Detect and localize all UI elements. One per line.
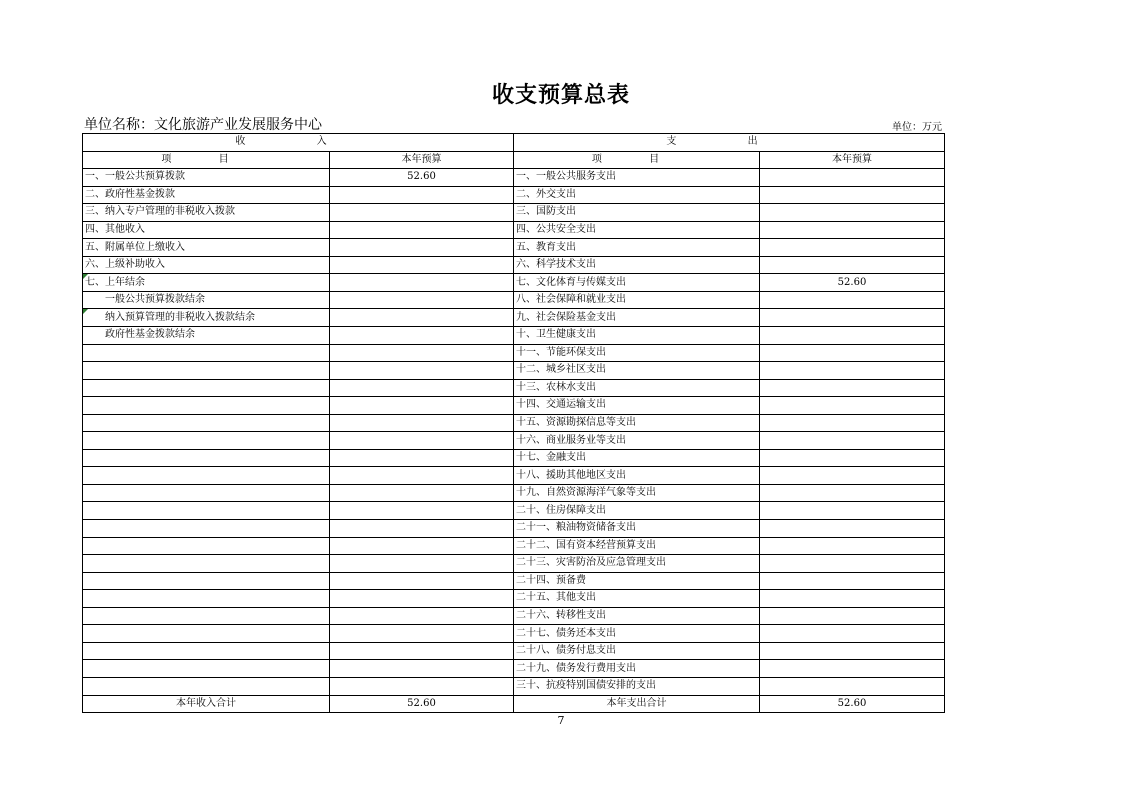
income-item-cell: 三、纳入专户管理的非税收入拨款 — [83, 204, 330, 222]
expense-item-cell: 五、教育支出 — [514, 239, 760, 257]
expense-item-cell: 二十四、预备费 — [514, 572, 760, 590]
expense-item-cell: 三、国防支出 — [514, 204, 760, 222]
table-row — [83, 362, 945, 380]
income-value-cell — [330, 221, 514, 239]
expense-item-cell: 四、公共安全支出 — [514, 221, 760, 239]
expense-item-cell: 二十一、粮油物资储备支出 — [514, 520, 760, 538]
income-item-cell — [83, 344, 330, 362]
expense-item-cell: 十二、城乡社区支出 — [514, 362, 760, 380]
table-row — [83, 625, 945, 643]
page-number: 7 — [557, 714, 565, 727]
budget-table — [82, 133, 945, 713]
table-row — [83, 677, 945, 695]
unit-name: 单位名称：文化旅游产业发展服务中心 — [84, 117, 322, 133]
income-item-cell — [83, 397, 330, 415]
income-value-cell — [330, 291, 514, 309]
expense-item-cell: 八、社会保障和就业支出 — [514, 291, 760, 309]
page-title: 收支预算总表 — [491, 82, 630, 108]
expense-value-cell — [760, 642, 945, 660]
income-value-cell — [330, 572, 514, 590]
expense-value-cell — [760, 607, 945, 625]
table-row — [83, 291, 945, 309]
income-value-cell — [330, 397, 514, 415]
expense-value-cell — [760, 256, 945, 274]
income-item-cell — [83, 432, 330, 450]
expense-item-cell: 十六、商业服务业等支出 — [514, 432, 760, 450]
table-row — [83, 274, 945, 292]
income-item-cell: 七、上年结余 — [83, 274, 330, 292]
table-row — [83, 309, 945, 327]
table-row — [83, 660, 945, 678]
expense-value-cell — [760, 677, 945, 695]
expense-value-cell — [760, 572, 945, 590]
expense-item-cell: 十七、金融支出 — [514, 449, 760, 467]
expense-item-cell: 十八、援助其他地区支出 — [514, 467, 760, 485]
expense-value-cell — [760, 291, 945, 309]
table-row — [83, 204, 945, 222]
table-row — [83, 169, 945, 187]
expense-value-cell — [760, 397, 945, 415]
income-budget-header: 本年预算 — [330, 151, 514, 169]
income-value-cell — [330, 449, 514, 467]
income-item-cell — [83, 362, 330, 380]
expense-value-cell — [760, 186, 945, 204]
table-row — [83, 484, 945, 502]
table-row — [83, 607, 945, 625]
income-item-header: 项 目 — [83, 151, 330, 169]
expense-total-value: 52.60 — [760, 695, 945, 713]
expense-item-cell: 三十、抗疫特别国债安排的支出 — [514, 677, 760, 695]
income-value-cell — [330, 555, 514, 573]
table-row — [83, 327, 945, 345]
expense-item-cell: 十九、自然资源海洋气象等支出 — [514, 484, 760, 502]
expense-item-cell: 七、文化体育与传媒支出 — [514, 274, 760, 292]
table-row — [83, 256, 945, 274]
expense-item-cell: 二十九、债务发行费用支出 — [514, 660, 760, 678]
income-item-cell — [83, 520, 330, 538]
expense-value-cell — [760, 344, 945, 362]
expense-value-cell — [760, 379, 945, 397]
income-item-cell — [83, 677, 330, 695]
income-item-cell — [83, 502, 330, 520]
income-item-cell — [83, 572, 330, 590]
expense-item-cell: 九、社会保险基金支出 — [514, 309, 760, 327]
expense-value-cell — [760, 590, 945, 608]
expense-item-cell: 六、科学技术支出 — [514, 256, 760, 274]
income-item-cell: 纳入预算管理的非税收入拨款结余 — [83, 309, 330, 327]
income-item-cell — [83, 607, 330, 625]
expense-item-cell: 十五、资源勘探信息等支出 — [514, 414, 760, 432]
income-value-cell — [330, 344, 514, 362]
expense-value-cell — [760, 467, 945, 485]
totals-row — [83, 695, 945, 713]
expense-item-cell: 二十六、转移性支出 — [514, 607, 760, 625]
income-total-label: 本年收入合计 — [83, 695, 330, 713]
expense-value-cell — [760, 502, 945, 520]
income-total-value: 52.60 — [330, 695, 514, 713]
income-value-cell — [330, 327, 514, 345]
table-row — [83, 397, 945, 415]
income-item-cell — [83, 537, 330, 555]
table-row — [83, 642, 945, 660]
income-item-cell — [83, 449, 330, 467]
income-value-cell — [330, 362, 514, 380]
budget-table-body — [83, 134, 945, 713]
income-value-cell — [330, 239, 514, 257]
income-value-cell — [330, 642, 514, 660]
income-value-cell: 52.60 — [330, 169, 514, 187]
income-value-cell — [330, 467, 514, 485]
expense-item-cell: 二十五、其他支出 — [514, 590, 760, 608]
income-value-cell — [330, 204, 514, 222]
income-item-cell — [83, 625, 330, 643]
expense-total-label: 本年支出合计 — [514, 695, 760, 713]
expense-item-cell: 二十三、灾害防治及应急管理支出 — [514, 555, 760, 573]
income-value-cell — [330, 274, 514, 292]
expense-value-cell — [760, 362, 945, 380]
expense-item-header: 项 目 — [514, 151, 760, 169]
income-value-cell — [330, 537, 514, 555]
income-item-cell: 二、政府性基金拨款 — [83, 186, 330, 204]
table-row — [83, 239, 945, 257]
income-value-cell — [330, 590, 514, 608]
expense-value-cell — [760, 520, 945, 538]
table-row — [83, 590, 945, 608]
expense-value-cell: 52.60 — [760, 274, 945, 292]
income-value-cell — [330, 186, 514, 204]
section-header-row — [83, 134, 945, 152]
expense-header: 支 出 — [514, 134, 945, 152]
expense-value-cell — [760, 625, 945, 643]
income-value-cell — [330, 502, 514, 520]
table-row — [83, 449, 945, 467]
table-row — [83, 555, 945, 573]
table-row — [83, 520, 945, 538]
expense-value-cell — [760, 414, 945, 432]
table-row — [83, 502, 945, 520]
expense-value-cell — [760, 432, 945, 450]
income-item-cell — [83, 484, 330, 502]
table-row — [83, 344, 945, 362]
expense-value-cell — [760, 327, 945, 345]
income-value-cell — [330, 520, 514, 538]
income-item-cell: 六、上级补助收入 — [83, 256, 330, 274]
table-row — [83, 414, 945, 432]
income-header: 收 入 — [83, 134, 514, 152]
expense-item-cell: 二十七、债务还本支出 — [514, 625, 760, 643]
expense-value-cell — [760, 484, 945, 502]
table-row — [83, 537, 945, 555]
income-item-cell — [83, 660, 330, 678]
expense-item-cell: 二十二、国有资本经营预算支出 — [514, 537, 760, 555]
income-value-cell — [330, 309, 514, 327]
table-row — [83, 432, 945, 450]
income-item-cell: 一、一般公共预算拨款 — [83, 169, 330, 187]
expense-item-cell: 二十、住房保障支出 — [514, 502, 760, 520]
expense-item-cell: 一、一般公共服务支出 — [514, 169, 760, 187]
income-item-cell — [83, 467, 330, 485]
income-value-cell — [330, 379, 514, 397]
table-row — [83, 221, 945, 239]
income-item-cell: 政府性基金拨款结余 — [83, 327, 330, 345]
income-item-cell: 一般公共预算拨款结余 — [83, 291, 330, 309]
column-header-row — [83, 151, 945, 169]
expense-value-cell — [760, 309, 945, 327]
expense-value-cell — [760, 239, 945, 257]
expense-value-cell — [760, 221, 945, 239]
income-value-cell — [330, 432, 514, 450]
income-item-cell — [83, 555, 330, 573]
expense-item-cell: 十四、交通运输支出 — [514, 397, 760, 415]
expense-item-cell: 十一、节能环保支出 — [514, 344, 760, 362]
income-item-cell: 五、附属单位上缴收入 — [83, 239, 330, 257]
income-value-cell — [330, 625, 514, 643]
expense-value-cell — [760, 660, 945, 678]
income-item-cell — [83, 414, 330, 432]
expense-value-cell — [760, 204, 945, 222]
income-item-cell — [83, 590, 330, 608]
income-item-cell: 四、其他收入 — [83, 221, 330, 239]
income-value-cell — [330, 414, 514, 432]
expense-value-cell — [760, 537, 945, 555]
table-row — [83, 572, 945, 590]
income-value-cell — [330, 484, 514, 502]
unit-label: 单位：万元 — [892, 122, 942, 133]
income-value-cell — [330, 677, 514, 695]
expense-value-cell — [760, 169, 945, 187]
expense-item-cell: 十、卫生健康支出 — [514, 327, 760, 345]
income-item-cell — [83, 379, 330, 397]
expense-budget-header: 本年预算 — [760, 151, 945, 169]
income-value-cell — [330, 660, 514, 678]
income-value-cell — [330, 256, 514, 274]
expense-item-cell: 二十八、债务付息支出 — [514, 642, 760, 660]
income-value-cell — [330, 607, 514, 625]
table-row — [83, 379, 945, 397]
expense-item-cell: 二、外交支出 — [514, 186, 760, 204]
table-row — [83, 186, 945, 204]
expense-value-cell — [760, 555, 945, 573]
income-item-cell — [83, 642, 330, 660]
expense-item-cell: 十三、农林水支出 — [514, 379, 760, 397]
table-row — [83, 467, 945, 485]
expense-value-cell — [760, 449, 945, 467]
